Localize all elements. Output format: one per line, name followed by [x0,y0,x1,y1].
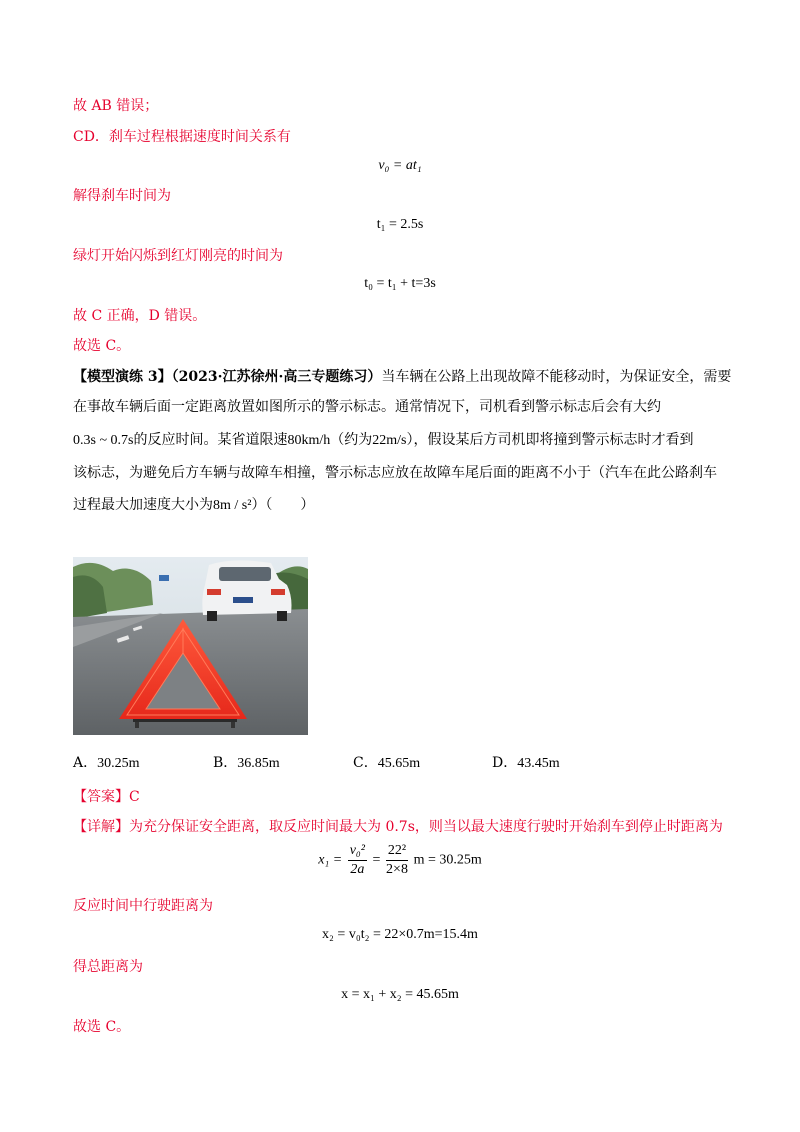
answer-label: 【答案】C [73,789,140,805]
option-d[interactable] [492,752,560,772]
equation-total: x = x₁ + x₂ = 45.65m [341,987,459,1002]
text-line: 故 AB 错误； [73,98,159,114]
text-line: 故 C 正确，D 错误。 [73,308,207,324]
fraction-denominator: 2×8 [386,862,408,877]
answer-blank: ）（ ） [251,497,315,513]
option-value: 45.65m [377,756,421,771]
option-b[interactable] [213,752,280,772]
equation: t₀ = t₁ + t=3s [364,276,436,291]
problem-text: ），假设某后方司机即将撞到警示标志时才看到 [406,432,694,448]
fraction [348,842,367,879]
fraction-numerator: v₀² [348,842,367,861]
text-line: 反应时间中行驶距离为 [73,898,213,914]
fraction [386,842,408,879]
problem-line-1 [73,367,731,387]
problem-text: 过程最大加速度大小为 [73,497,213,513]
detail-line [73,817,723,837]
problem-line-2: 在事故车辆后面一定距离放置如图所示的警示标志。通常情况下，司机看到警示标志后会有大约 [73,399,661,415]
option-value: 30.25m [97,756,140,771]
text-line: CD．刹车过程根据速度时间关系有 [73,129,291,145]
equation-x1 [0,842,800,879]
text-line: 绿灯开始闪烁到红灯刚亮的时间为 [73,248,283,264]
option-letter: C． [353,755,378,771]
text-line: 故选 C。 [73,338,131,354]
problem-text: 的反应时间。某省道限速 [133,432,288,448]
problem-line-3 [73,430,694,451]
eq-rhs: m = 30.25m [413,852,482,868]
eq-lhs: x₁ = [318,852,343,868]
warning-triangle-photo [73,557,308,735]
reaction-time-range: 0.3s ~ 0.7s [73,433,134,448]
equation-x2: x₂ = v₀t₂ = 22×0.7m=15.4m [322,927,478,942]
detail-text: 为充分保证安全距离，取反应时间最大为 0.7s，则当以最大速度行驶时开始刹车到停止时距离为 [129,819,723,835]
speed-ms: 22m/s [372,433,407,448]
option-letter: B． [213,755,238,771]
option-value: 36.85m [237,756,280,771]
equation: t₁ = 2.5s [376,217,424,232]
equation: v₀ = at₁ [378,158,422,173]
problem-text: 当车辆在公路上出现故障不能移动时，为保证安全，需要 [381,369,732,385]
eq-sign: = [372,852,381,868]
problem-line-5 [73,495,314,516]
problem-text: （约为 [330,432,373,448]
option-a[interactable] [73,752,140,772]
text-line: 解得刹车时间为 [73,188,171,204]
option-c[interactable] [353,752,420,772]
problem-tag: 【模型演练 3】 [73,369,172,385]
fraction-numerator: 22² [386,842,408,861]
option-letter: A． [73,755,98,771]
acceleration: 8m / s² [213,498,252,513]
option-letter: D． [492,755,518,771]
text-line: 故选 C。 [73,1019,131,1035]
problem-source: （2023·江苏徐州·高三专题练习） [171,369,382,385]
detail-tag: 【详解】 [73,819,129,835]
text-line: 得总距离为 [73,959,143,975]
speed-limit: 80km/h [287,433,331,448]
problem-line-4: 该标志，为避免后方车辆与故障车相撞，警示标志应放在故障车尾后面的距离不小于（汽车在此公路刹车 [73,465,717,481]
option-value: 43.45m [517,756,560,771]
fraction-denominator: 2a [350,862,365,877]
